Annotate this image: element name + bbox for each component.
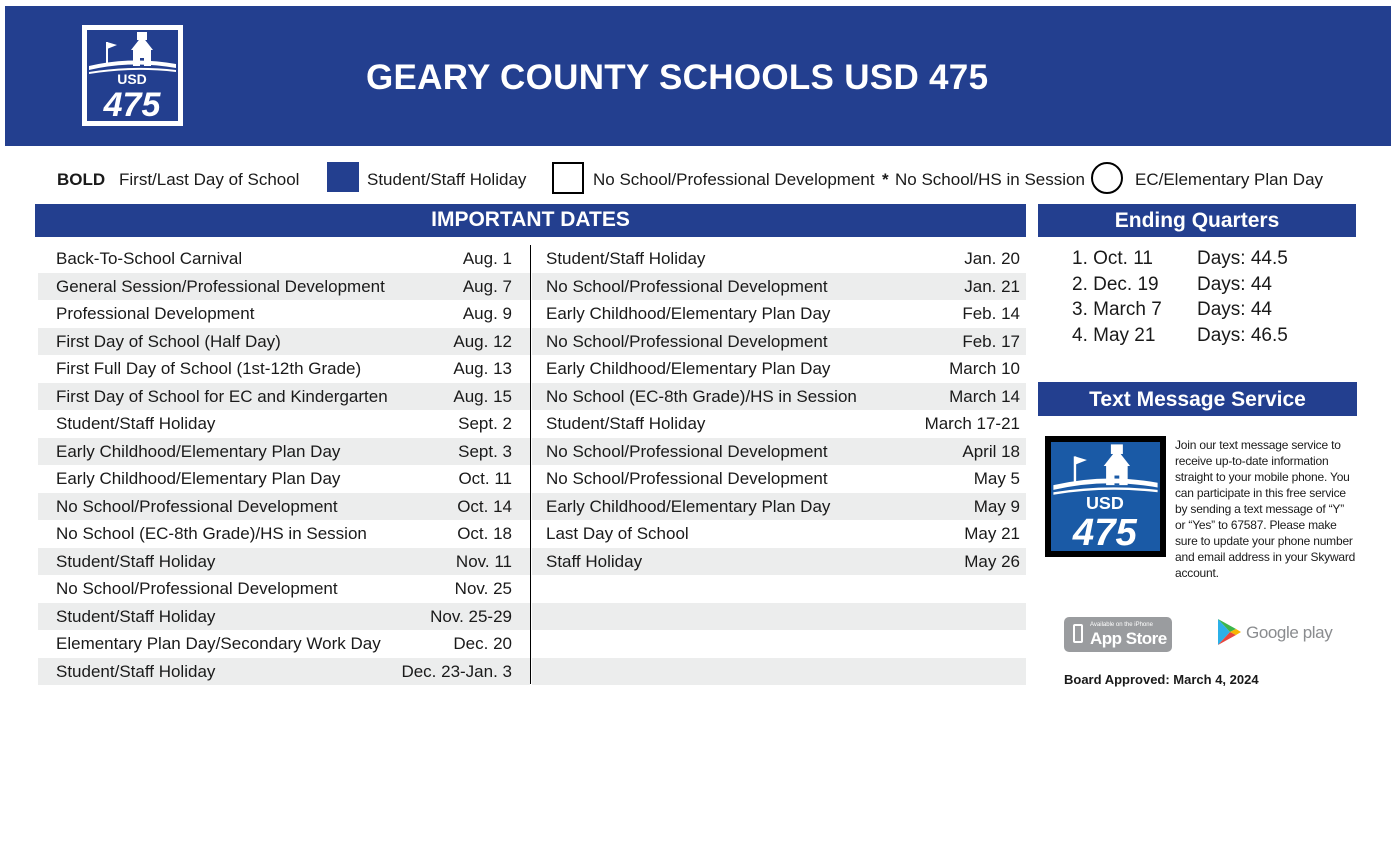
legend-no-school-pd: No School/Professional Development [593, 170, 875, 189]
text-message-header: Text Message Service [1038, 382, 1357, 416]
date-row [532, 603, 1026, 631]
event-date: May 9 [973, 496, 1020, 516]
important-dates-header: IMPORTANT DATES [35, 204, 1026, 237]
event-name: Early Childhood/Elementary Plan Day [546, 496, 831, 516]
board-approved: Board Approved: March 4, 2024 [1064, 672, 1259, 687]
important-dates-left [38, 245, 530, 685]
no-school-swatch [552, 162, 584, 194]
date-row [38, 410, 530, 438]
date-row [38, 493, 530, 521]
date-row [532, 383, 1026, 411]
quarter-row [1072, 299, 1332, 325]
quarter-end: 4. May 21 [1072, 324, 1156, 346]
date-row [532, 465, 1026, 493]
date-row [532, 630, 1026, 658]
date-row [38, 658, 530, 686]
event-date: Jan. 21 [964, 276, 1020, 296]
iphone-icon [1073, 624, 1083, 643]
event-name: No School/Professional Development [546, 276, 828, 296]
event-name: First Day of School (Half Day) [56, 331, 281, 351]
event-date: Feb. 17 [962, 331, 1020, 351]
event-date: Aug. 12 [453, 331, 512, 351]
event-name: Student/Staff Holiday [56, 661, 216, 681]
event-date: April 18 [962, 441, 1020, 461]
event-date: March 17-21 [924, 414, 1020, 433]
date-row [38, 328, 530, 356]
event-date: Dec. 20 [453, 634, 512, 653]
date-row [532, 520, 1026, 548]
legend-asterisk: * [882, 170, 889, 189]
event-date: March 10 [949, 359, 1020, 378]
event-date: Aug. 1 [462, 249, 512, 268]
svg-text:475: 475 [103, 86, 161, 121]
legend-bold: BOLD [57, 170, 106, 189]
app-store-text: App Store [1090, 629, 1167, 648]
event-date: Aug. 13 [453, 359, 512, 378]
legend-no-school-hs: No School/HS in Session [895, 170, 1085, 189]
legend-first-last: First/Last Day of School [119, 170, 300, 189]
quarter-end: 1. Oct. 11 [1072, 248, 1153, 269]
quarter-days: Days: 44.5 [1197, 248, 1288, 269]
event-date: Aug. 7 [462, 276, 512, 296]
event-name: No School (EC-8th Grade)/HS in Session [56, 524, 367, 543]
date-row [38, 438, 530, 466]
event-name: No School/Professional Development [546, 469, 828, 488]
event-name: Student/Staff Holiday [546, 414, 706, 433]
usd475-logo [82, 25, 183, 126]
date-row [38, 603, 530, 631]
page-header [5, 6, 1391, 146]
event-name: General Session/Professional Development [56, 276, 385, 296]
quarter-end: 3. March 7 [1072, 299, 1162, 320]
date-row [532, 548, 1026, 576]
date-row [532, 410, 1026, 438]
schoolhouse-icon [87, 30, 178, 121]
quarter-end: 2. Dec. 19 [1072, 273, 1159, 295]
event-date: Jan. 20 [964, 249, 1020, 268]
app-store-small-text: Available on the iPhone [1090, 622, 1153, 628]
event-name: First Day of School for EC and Kindergarten [56, 386, 388, 406]
quarter-days: Days: 44 [1197, 299, 1272, 320]
legend-plan-day: EC/Elementary Plan Day [1135, 170, 1324, 189]
date-row [38, 245, 530, 273]
date-row [532, 273, 1026, 301]
event-date: Sept. 3 [458, 441, 512, 461]
event-name: First Full Day of School (1st-12th Grade) [56, 359, 362, 378]
svg-text:475: 475 [1072, 511, 1137, 551]
event-date: Aug. 15 [453, 386, 512, 406]
ending-quarters-list [1072, 248, 1332, 350]
quarter-row [1072, 248, 1332, 274]
ending-quarters-header: Ending Quarters [1038, 204, 1356, 237]
date-row [38, 465, 530, 493]
event-name: No School/Professional Development [546, 331, 828, 351]
date-row [38, 548, 530, 576]
date-row [38, 300, 530, 328]
event-name: Professional Development [56, 304, 255, 323]
event-name: Back-To-School Carnival [56, 249, 243, 268]
event-name: Student/Staff Holiday [56, 606, 216, 626]
date-row [38, 630, 530, 658]
date-row [38, 355, 530, 383]
event-date: Oct. 14 [457, 496, 512, 516]
important-dates-right [532, 245, 1026, 685]
quarter-row [1072, 274, 1332, 300]
event-date: May 21 [964, 524, 1020, 543]
app-store-badge[interactable] [1064, 617, 1172, 652]
date-row [532, 493, 1026, 521]
date-row [532, 245, 1026, 273]
legend [57, 162, 1347, 194]
date-row [38, 575, 530, 603]
svg-text:USD: USD [1085, 493, 1124, 514]
event-name: No School (EC-8th Grade)/HS in Session [546, 386, 857, 406]
svg-text:USD: USD [117, 71, 147, 87]
event-date: Sept. 2 [458, 414, 512, 433]
page-title: GEARY COUNTY SCHOOLS USD 475 [366, 58, 989, 97]
date-row [532, 658, 1026, 686]
holiday-swatch [327, 162, 359, 192]
event-name: Student/Staff Holiday [56, 551, 216, 571]
event-name: No School/Professional Development [546, 441, 828, 461]
event-name: Elementary Plan Day/Secondary Work Day [56, 634, 381, 653]
event-date: March 14 [949, 386, 1020, 406]
date-row [38, 520, 530, 548]
event-date: Oct. 18 [457, 524, 512, 543]
quarter-days: Days: 44 [1197, 273, 1272, 295]
column-divider [530, 245, 531, 684]
event-date: May 26 [964, 551, 1020, 571]
event-date: Aug. 9 [462, 304, 512, 323]
google-play-text: Google play [1246, 623, 1333, 642]
event-name: Staff Holiday [546, 551, 643, 571]
event-name: Last Day of School [546, 524, 689, 543]
event-name: Student/Staff Holiday [546, 249, 706, 268]
date-row [38, 383, 530, 411]
google-play-badge[interactable] [1216, 618, 1336, 648]
schoolhouse-icon [1051, 442, 1160, 551]
text-message-description: Join our text message service to receive up-to-date information straight to your mobile phone. You can participate in this free service by sending a text message of “Y” or “Yes” to 67587. Please make sure to update your phone number and email address in your Skyward account. [1175, 438, 1356, 580]
date-row [532, 575, 1026, 603]
event-date: Feb. 14 [962, 304, 1020, 323]
date-row [532, 355, 1026, 383]
event-name: Early Childhood/Elementary Plan Day [56, 469, 341, 488]
event-date: Nov. 25-29 [430, 606, 512, 626]
date-row [532, 438, 1026, 466]
event-date: Oct. 11 [458, 469, 512, 488]
legend-holiday: Student/Staff Holiday [367, 170, 527, 189]
event-name: No School/Professional Development [56, 579, 338, 598]
date-row [532, 328, 1026, 356]
event-name: Early Childhood/Elementary Plan Day [546, 359, 831, 378]
google-play-icon [1216, 618, 1242, 646]
event-date: May 5 [973, 469, 1020, 488]
plan-day-circle [1091, 162, 1123, 194]
usd475-logo-small [1045, 436, 1166, 557]
event-name: Early Childhood/Elementary Plan Day [546, 304, 831, 323]
event-date: Nov. 11 [455, 551, 512, 571]
quarter-row [1072, 325, 1332, 351]
event-date: Dec. 23-Jan. 3 [401, 661, 512, 681]
event-name: Early Childhood/Elementary Plan Day [56, 441, 341, 461]
quarter-days: Days: 46.5 [1197, 324, 1288, 346]
event-name: No School/Professional Development [56, 496, 338, 516]
event-name: Student/Staff Holiday [56, 414, 216, 433]
event-date: Nov. 25 [454, 579, 512, 598]
date-row [38, 273, 530, 301]
date-row [532, 300, 1026, 328]
